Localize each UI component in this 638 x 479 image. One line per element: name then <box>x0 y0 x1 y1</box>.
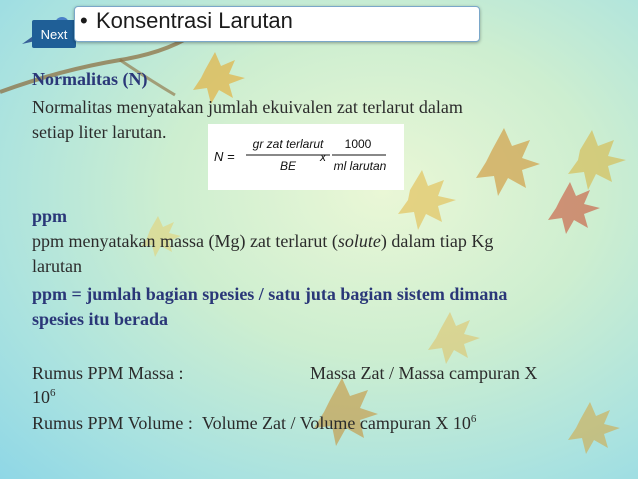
formula-num1: gr zat terlarut <box>252 137 324 151</box>
normalitas-line-1: Normalitas menyatakan jumlah ekuivalen zat terlarut dalam <box>32 97 463 117</box>
ppm-heading: ppm <box>32 206 68 226</box>
formula-num2: 1000 <box>344 137 372 151</box>
ppm-line-1: ppm menyatakan massa (Mg) zat terlarut (solute) dalam tiap Kg <box>32 231 494 251</box>
normalitas-heading: Normalitas (N) <box>32 69 148 89</box>
ppm-definition-2: spesies itu berada <box>32 309 169 329</box>
ppm-definition-1: ppm = jumlah bagian spesies / satu juta bagian sistem dimana <box>32 284 508 304</box>
normalitas-line-2: setiap liter larutan. <box>32 122 167 142</box>
next-button[interactable]: Next <box>32 20 76 48</box>
ppm-line-2: larutan <box>32 256 82 276</box>
rumus-massa-label: Rumus PPM Massa : <box>32 363 184 383</box>
rumus-massa-value: Massa Zat / Massa campuran X <box>310 363 538 383</box>
formula-den1: BE <box>279 159 297 173</box>
page-title: Konsentrasi Larutan <box>96 8 293 33</box>
rumus-volume: Rumus PPM Volume : Volume Zat / Volume campuran X $10^6$ <box>32 413 477 433</box>
formula-lhs: N = <box>214 149 235 164</box>
normalitas-formula <box>208 124 404 190</box>
title-bullet: • <box>80 8 88 33</box>
formula-den2: ml larutan <box>333 159 387 173</box>
rumus-massa-power: $10^6$ <box>32 387 56 407</box>
formula-times: x <box>320 150 326 164</box>
